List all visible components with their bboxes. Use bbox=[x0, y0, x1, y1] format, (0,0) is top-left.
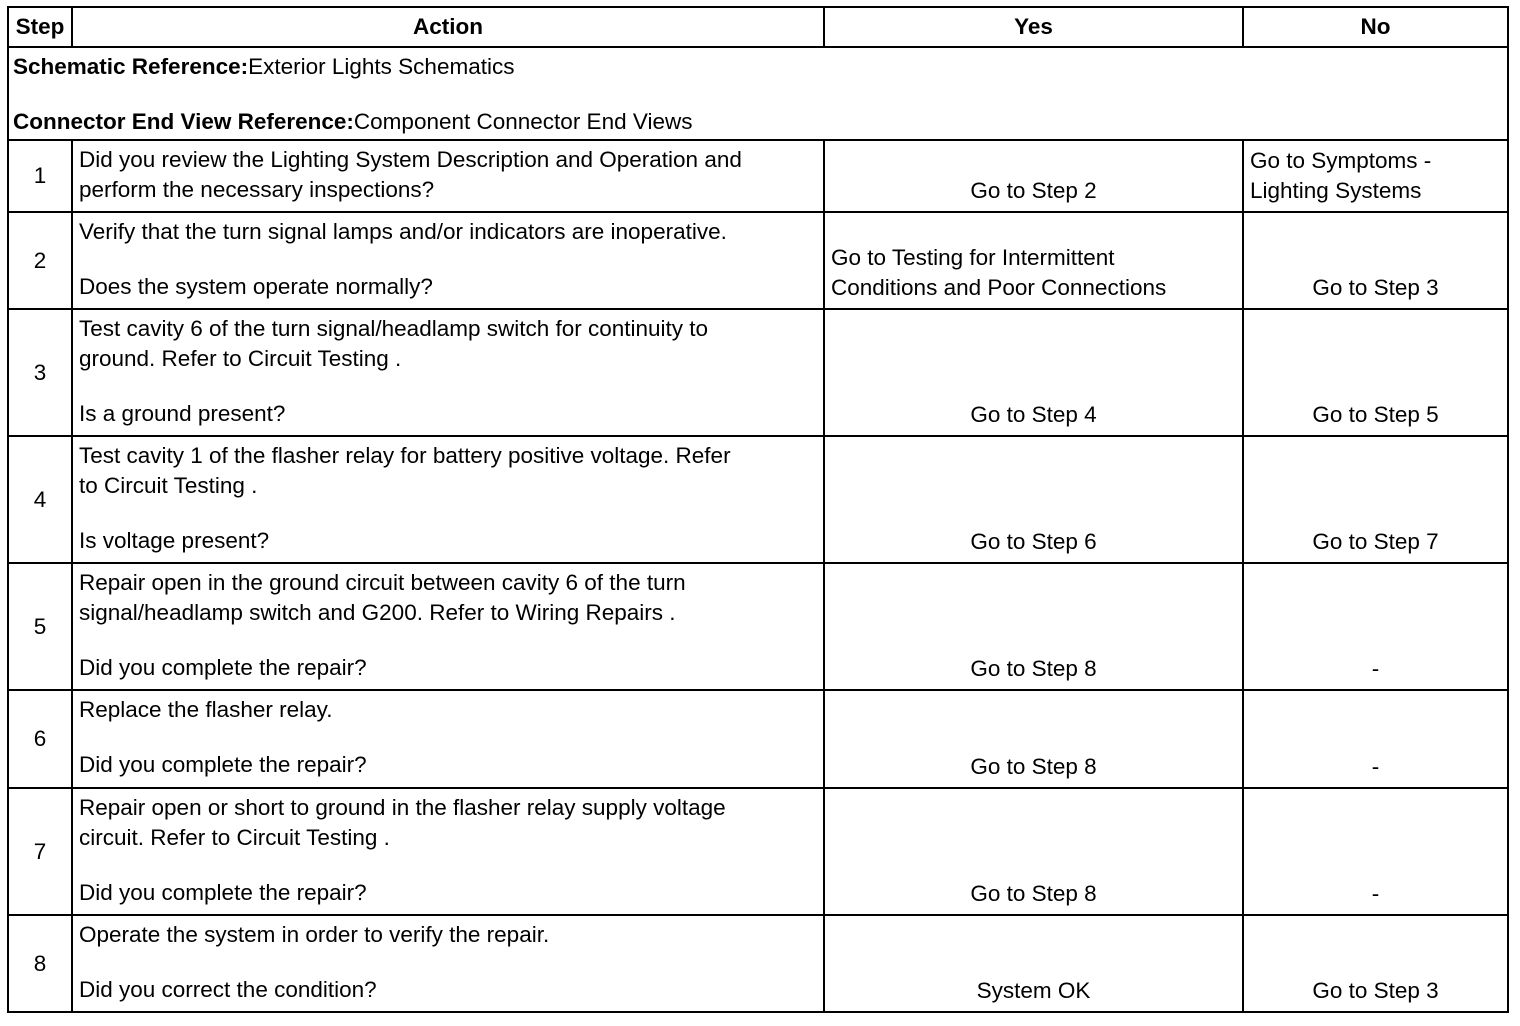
yes-cell: Go to Step 4 bbox=[824, 309, 1243, 436]
action-text: Test cavity 1 of the flasher relay for battery positive voltage. Refer bbox=[79, 443, 731, 468]
action-cell bbox=[72, 309, 824, 436]
no-cell: - bbox=[1243, 563, 1508, 690]
action-question: Did you complete the repair? bbox=[79, 752, 367, 777]
action-cell bbox=[72, 915, 824, 1012]
no-text: Lighting Systems bbox=[1250, 178, 1422, 203]
table-row bbox=[8, 690, 1508, 788]
diagnostic-table bbox=[7, 6, 1509, 1013]
step-number: 7 bbox=[8, 788, 72, 915]
schematic-reference-label: Schematic Reference: bbox=[13, 54, 249, 79]
schematic-reference-value: Exterior Lights Schematics bbox=[248, 54, 515, 79]
action-cell bbox=[72, 563, 824, 690]
yes-cell: Go to Step 6 bbox=[824, 436, 1243, 563]
action-text: Verify that the turn signal lamps and/or indicators are inoperative. bbox=[79, 219, 727, 244]
no-text: Go to Symptoms - bbox=[1250, 148, 1432, 173]
action-text: Operate the system in order to verify the repair. bbox=[79, 922, 550, 947]
connector-reference bbox=[13, 107, 1501, 137]
table-row bbox=[8, 788, 1508, 915]
action-text: perform the necessary inspections? bbox=[79, 177, 435, 202]
no-cell: - bbox=[1243, 690, 1508, 788]
no-cell: Go to Step 5 bbox=[1243, 309, 1508, 436]
table-row bbox=[8, 309, 1508, 436]
yes-cell: Go to Step 8 bbox=[824, 690, 1243, 788]
header-row bbox=[8, 7, 1508, 47]
yes-cell: Go to Step 2 bbox=[824, 140, 1243, 212]
action-cell bbox=[72, 788, 824, 915]
action-cell bbox=[72, 436, 824, 563]
step-number: 6 bbox=[8, 690, 72, 788]
schematic-reference bbox=[13, 52, 1501, 82]
action-cell bbox=[72, 212, 824, 309]
header-yes: Yes bbox=[824, 7, 1243, 47]
header-no: No bbox=[1243, 7, 1508, 47]
step-number: 3 bbox=[8, 309, 72, 436]
action-question: Does the system operate normally? bbox=[79, 274, 433, 299]
header-action: Action bbox=[72, 7, 824, 47]
connector-reference-value: Component Connector End Views bbox=[353, 109, 693, 134]
table-row bbox=[8, 212, 1508, 309]
step-number: 1 bbox=[8, 140, 72, 212]
yes-text: Conditions and Poor Connections bbox=[831, 275, 1167, 300]
references-cell bbox=[8, 47, 1508, 140]
yes-cell bbox=[824, 212, 1243, 309]
no-cell: Go to Step 3 bbox=[1243, 212, 1508, 309]
no-cell bbox=[1243, 140, 1508, 212]
action-question: Did you complete the repair? bbox=[79, 655, 367, 680]
no-cell: Go to Step 7 bbox=[1243, 436, 1508, 563]
connector-reference-label: Connector End View Reference: bbox=[13, 109, 354, 134]
action-text: Repair open in the ground circuit between cavity 6 of the turn bbox=[79, 570, 686, 595]
action-question: Is a ground present? bbox=[79, 401, 286, 426]
yes-text: Go to Testing for Intermittent bbox=[831, 245, 1115, 270]
action-text: Test cavity 6 of the turn signal/headlamp switch for continuity to bbox=[79, 316, 709, 341]
step-number: 8 bbox=[8, 915, 72, 1012]
action-cell bbox=[72, 140, 824, 212]
step-number: 4 bbox=[8, 436, 72, 563]
table-row bbox=[8, 563, 1508, 690]
action-text: Repair open or short to ground in the flasher relay supply voltage bbox=[79, 795, 726, 820]
header-step: Step bbox=[8, 7, 72, 47]
no-cell: - bbox=[1243, 788, 1508, 915]
table-row bbox=[8, 915, 1508, 1012]
action-text: Replace the flasher relay. bbox=[79, 697, 333, 722]
action-question: Did you correct the condition? bbox=[79, 977, 377, 1002]
action-question: Is voltage present? bbox=[79, 528, 270, 553]
action-text: signal/headlamp switch and G200. Refer to Wiring Repairs . bbox=[79, 600, 676, 625]
action-cell bbox=[72, 690, 824, 788]
reference-row bbox=[8, 47, 1508, 140]
action-text: ground. Refer to Circuit Testing . bbox=[79, 346, 402, 371]
step-number: 5 bbox=[8, 563, 72, 690]
action-text: to Circuit Testing . bbox=[79, 473, 258, 498]
yes-cell: Go to Step 8 bbox=[824, 563, 1243, 690]
table-row bbox=[8, 436, 1508, 563]
action-question: Did you complete the repair? bbox=[79, 880, 367, 905]
action-text: Did you review the Lighting System Description and Operation and bbox=[79, 147, 742, 172]
step-number: 2 bbox=[8, 212, 72, 309]
no-cell: Go to Step 3 bbox=[1243, 915, 1508, 1012]
action-text: circuit. Refer to Circuit Testing . bbox=[79, 825, 390, 850]
table-row bbox=[8, 140, 1508, 212]
yes-cell: Go to Step 8 bbox=[824, 788, 1243, 915]
yes-cell: System OK bbox=[824, 915, 1243, 1012]
